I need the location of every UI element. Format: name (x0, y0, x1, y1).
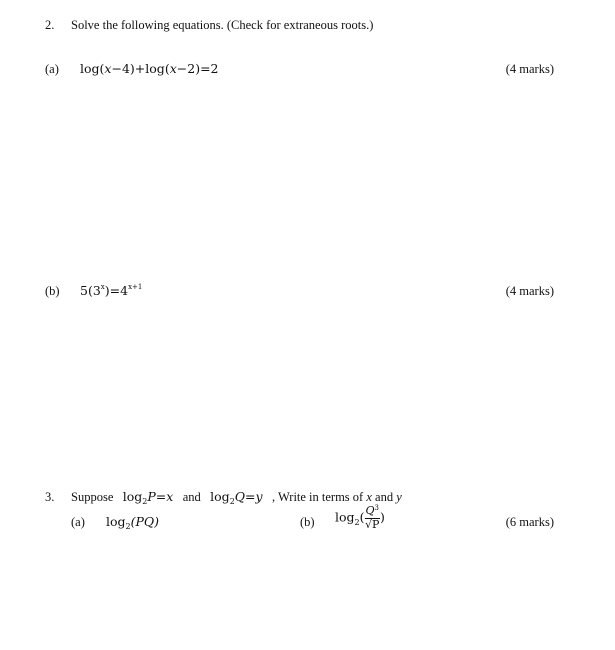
q3-log-q-word: log (210, 489, 230, 504)
part-3b-label: (b) (300, 515, 315, 529)
part-2b-marks: (4 marks) (505, 284, 554, 298)
q3-x-var: x (166, 489, 174, 504)
q3-eq-q: = (245, 489, 256, 504)
eq-2a-rhs: =2 (200, 61, 219, 76)
q3a-base: 2 (125, 522, 131, 531)
q3b-fraction (365, 505, 381, 531)
eq-2a-x1: x (104, 61, 112, 76)
part-2a-marks: (4 marks) (505, 62, 554, 76)
q3b-num-var: Q (365, 504, 375, 517)
q3-write: , Write in terms of (271, 490, 364, 504)
q3-y-word: y (396, 490, 402, 504)
eq-2a-open2: ( (164, 61, 170, 76)
q3b-open: ( (359, 509, 365, 525)
q3-and: and (182, 490, 201, 504)
expression-3a (106, 514, 159, 529)
question-3-number: 3. (45, 490, 55, 504)
q3b-close: ) (380, 509, 385, 525)
q3-log-p-word: log (122, 489, 143, 504)
q3-q-var: Q (234, 489, 246, 504)
q3-y-var: y (255, 489, 263, 504)
q3a-log: log (106, 514, 126, 529)
question-2-number: 2. (45, 18, 55, 32)
question-3-premise (71, 489, 402, 505)
q3b-denominator: √P (365, 518, 380, 531)
q3-x-word: x (366, 490, 372, 504)
q3b-base: 2 (354, 517, 360, 527)
eq-2a-log1: log (80, 61, 100, 76)
eq-2a-open1: ( (99, 61, 105, 76)
eq-2a-x2: x (169, 61, 177, 76)
q3-eq-p: = (155, 489, 167, 504)
eq-2b-exponent: x+1 (128, 283, 143, 291)
part-2a-label: (a) (45, 62, 59, 76)
eq-2a-rest1: −4) (111, 61, 135, 76)
q3-log-q-base: 2 (229, 497, 235, 506)
q3b-num-exp: 3 (374, 504, 380, 512)
q3-suppose: Suppose (71, 490, 114, 504)
equation-2a (80, 61, 219, 76)
q3-and2: and (375, 490, 394, 504)
eq-2b-close: )=4 (104, 283, 129, 298)
part-3a-label: (a) (71, 515, 85, 529)
eq-2b-x-exponent: x (100, 283, 105, 291)
q3a-arg: (PQ) (130, 514, 160, 529)
q3-log-p-base: 2 (142, 497, 148, 506)
q3-p-var: P (147, 489, 156, 504)
q3b-log: log (335, 509, 355, 525)
q3-log-p (123, 489, 174, 504)
eq-2a-rest2: −2) (176, 61, 201, 76)
expression-3b (335, 505, 385, 531)
eq-2a-log2: log (145, 61, 165, 76)
equation-2b (80, 283, 142, 298)
eq-2a-plus: + (134, 61, 146, 76)
question-2-instruction: Solve the following equations. (Check for extraneous roots.) (71, 18, 374, 32)
eq-2b-five: 5(3 (80, 283, 101, 298)
question-3-marks: (6 marks) (505, 515, 554, 529)
q3b-numerator (365, 505, 381, 519)
part-2b-label: (b) (45, 284, 60, 298)
q3-log-q (210, 489, 262, 504)
